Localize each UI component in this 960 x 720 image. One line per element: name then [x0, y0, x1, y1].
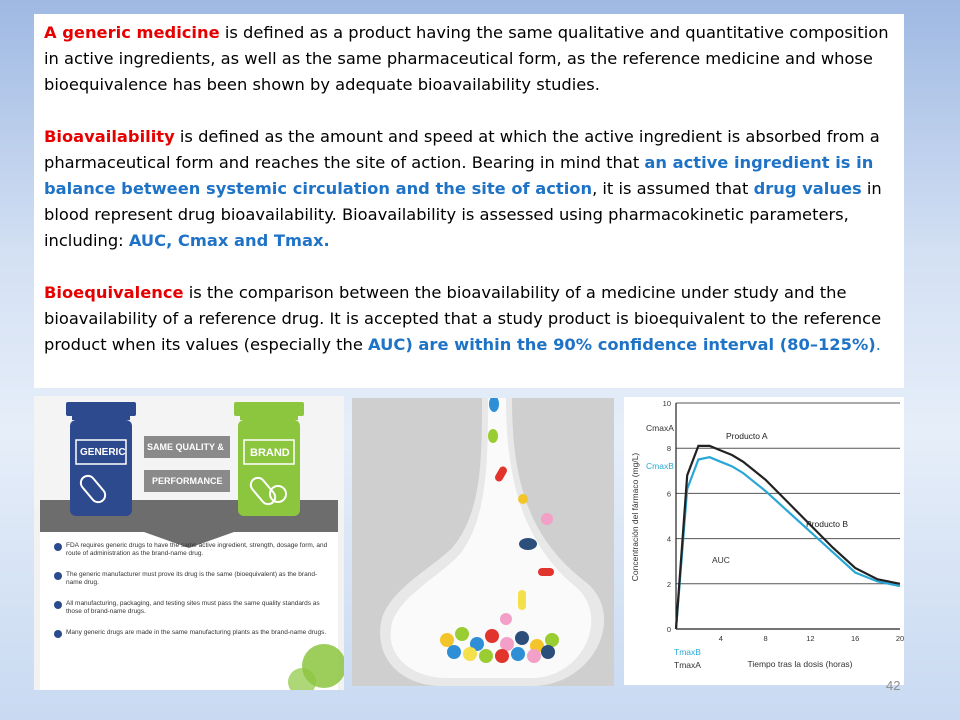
- cmaxa-label: CmaxA: [646, 423, 674, 433]
- generic-medicine-paragraph: [44, 20, 894, 98]
- x-tick-label: 16: [851, 634, 860, 643]
- tmaxb-label: TmaxB: [674, 647, 701, 657]
- bioequivalence-highlight: AUC) are within the 90% confidence interval (80–125%): [368, 335, 876, 354]
- producto-b-label: Producto B: [806, 519, 849, 529]
- y-tick-label: 4: [666, 534, 671, 544]
- term-bioequivalence: Bioequivalence: [44, 283, 184, 302]
- term-generic-medicine: A generic medicine: [44, 23, 220, 42]
- generic-vs-brand-infographic: [34, 396, 344, 690]
- y-tick-label: 10: [662, 399, 671, 408]
- x-axis-label: Tiempo tras la dosis (horas): [747, 659, 853, 669]
- pk-chart-svg: [624, 397, 904, 685]
- bioequivalence-text-2: .: [875, 335, 881, 354]
- bioavailability-highlight-3: AUC, Cmax and Tmax.: [128, 231, 330, 250]
- bioavailability-highlight-2: drug values: [753, 179, 862, 198]
- y-tick-label: 8: [666, 444, 671, 454]
- auc-label: AUC: [712, 555, 730, 565]
- producto-a-label: Producto A: [726, 431, 768, 441]
- generic-label: GENERIC: [80, 447, 126, 458]
- y-axis-label: Concentración del fármaco (mg/L): [630, 452, 640, 582]
- x-tick-label: 12: [806, 634, 815, 643]
- list-item: All manufacturing, packaging, and testing sites must pass the same quality standards as those of brand-name drugs.: [50, 600, 330, 616]
- banner-same-quality: SAME QUALITY &: [147, 442, 224, 452]
- banner-performance: PERFORMANCE: [152, 476, 223, 486]
- list-item: The generic manufacturer must prove its drug is the same (bioequivalent) as the brand-name drug.: [50, 571, 330, 587]
- term-bioavailability: Bioavailability: [44, 127, 175, 146]
- y-tick-label: 0: [666, 625, 671, 634]
- series-producto-b: [676, 457, 900, 629]
- x-tick-label: 8: [763, 634, 768, 643]
- cmaxb-label: CmaxB: [646, 461, 674, 471]
- x-tick-label: 20: [895, 634, 904, 643]
- bioavailability-text-1: is defined as the amount and speed at which the active ingredient is absorbed from a pharmaceutical form and reaches the site of action. Bearing in mind that: [44, 127, 880, 172]
- stomach-illustration-icon: [352, 398, 614, 686]
- brand-label: BRAND: [250, 447, 290, 459]
- fda-bullet-list: [50, 542, 330, 650]
- bioavailability-text-2: , it is assumed that: [592, 179, 754, 198]
- bioavailability-paragraph: [44, 124, 894, 254]
- x-tick-label: 4: [718, 634, 723, 643]
- y-tick-label: 6: [666, 489, 671, 499]
- bioequivalence-paragraph: [44, 280, 894, 358]
- list-item: Many generic drugs are made in the same manufacturing plants as the brand-name drugs.: [50, 629, 330, 637]
- bioavailability-highlight-1: an active ingredient is in balance between systemic circulation and the site of action: [44, 153, 874, 198]
- series-producto-a: [676, 446, 900, 629]
- list-item: FDA requires generic drugs to have the same active ingredient, strength, dosage form, and route of administration as the brand-name drug.: [50, 542, 330, 558]
- pharmacokinetic-chart: [624, 397, 904, 685]
- definitions-text-box: [34, 14, 904, 388]
- slide-number: 42: [886, 678, 901, 693]
- y-tick-label: 2: [666, 579, 671, 589]
- bioavailability-text-3: in blood represent drug bioavailability. Bioavailability is assessed using pharmacokinetic parameters, including:: [44, 179, 882, 250]
- bioequivalence-text-1: is the comparison between the bioavailability of a medicine under study and the bioavailability of a reference drug. It is accepted that a study product is bioequivalent to the reference product when its values (especially the: [44, 283, 882, 354]
- generic-medicine-definition: is defined as a product having the same qualitative and quantitative composition in active ingredients, as well as the same pharmaceutical form, as the reference medicine and whose bioequivalence has been shown by adequate bioavailability studies.: [44, 23, 889, 94]
- stomach-pills-illustration: [352, 398, 614, 686]
- tmaxa-label: TmaxA: [674, 660, 701, 670]
